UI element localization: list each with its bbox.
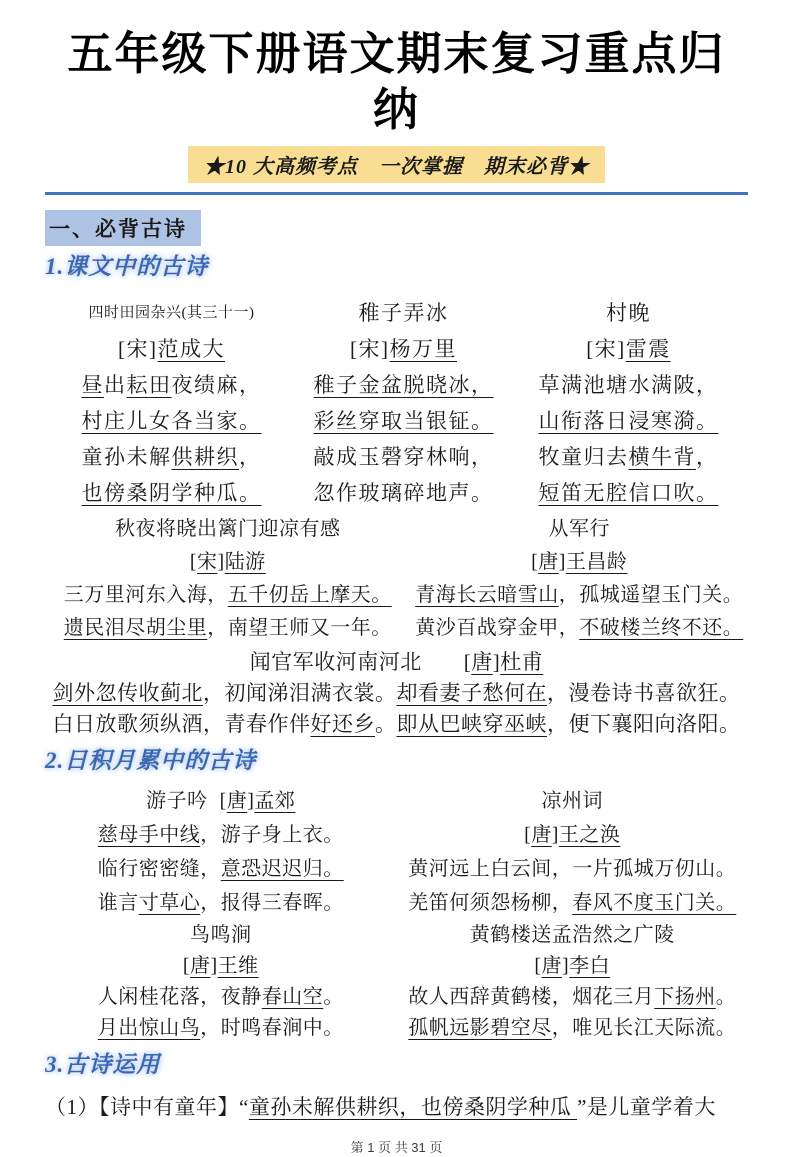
text-segment: ， xyxy=(695,445,719,469)
page-number-footer: 第 1 页 共 31 页 xyxy=(350,1140,443,1155)
underlined-text: 唐 xyxy=(190,955,211,977)
underlined-text: 横牛背 xyxy=(628,445,696,469)
text-segment: [ xyxy=(534,955,542,977)
text-segment: 白日放歌须纵酒，青春作伴 xyxy=(52,712,311,736)
text-segment: ”是儿童学着大 xyxy=(577,1095,716,1119)
text-segment: [ xyxy=(182,955,190,977)
poem-line xyxy=(45,709,748,740)
poem-author xyxy=(464,650,544,674)
poem-row-5 xyxy=(45,920,748,1044)
text-segment: 夜绩麻， xyxy=(171,373,262,397)
underlined-text: 唐 xyxy=(226,790,248,812)
poem xyxy=(45,647,748,740)
text-segment: 出 xyxy=(104,373,127,397)
underlined-text: 李白 xyxy=(569,955,611,977)
text-segment: ] xyxy=(247,790,255,812)
poem xyxy=(45,295,298,511)
underlined-text: 杨万里 xyxy=(389,337,458,361)
underlined-text: 范成大 xyxy=(157,337,226,361)
poem-row-3 xyxy=(45,647,748,740)
poem-line xyxy=(397,852,749,886)
poem-line xyxy=(45,852,397,886)
underlined-text: 意恐迟迟归。 xyxy=(220,858,344,880)
underlined-text: 春山空 xyxy=(261,986,324,1008)
poem-title xyxy=(45,295,298,331)
poem-line xyxy=(298,367,509,403)
text-segment: ，报得三春晖。 xyxy=(200,892,344,914)
poem-author xyxy=(45,546,411,579)
poem-row-4 xyxy=(45,784,748,920)
underlined-text: 王维 xyxy=(217,955,259,977)
underlined-text: 不破楼兰终不还。 xyxy=(579,617,744,639)
application-example-line xyxy=(45,1088,748,1126)
text-segment: [宋] xyxy=(118,337,158,361)
poem-line xyxy=(397,1013,749,1044)
underlined-text: 童孙未解供耕织，也傍桑阴学种瓜 xyxy=(248,1095,578,1119)
text-segment: 故人西辞黄鹤楼，烟花三月 xyxy=(408,986,655,1008)
poem-line xyxy=(509,439,748,475)
text-segment: 黄沙百战穿金甲， xyxy=(415,617,580,639)
poem-title xyxy=(397,920,749,951)
poem-author xyxy=(298,331,509,367)
underlined-text: 即从巴峡穿巫峡 xyxy=(396,712,547,736)
underlined-text: 唐 xyxy=(471,650,493,674)
poem xyxy=(509,295,748,511)
subsection-heading-poem-application: 3.古诗运用 xyxy=(45,1052,161,1077)
text-segment: ] xyxy=(558,551,566,573)
text-segment: 。 xyxy=(375,712,397,736)
poem-line xyxy=(298,475,509,511)
underlined-text: 唐 xyxy=(538,551,559,573)
poem-row-1 xyxy=(45,295,748,511)
poem xyxy=(45,920,397,1044)
underlined-text: 耘田 xyxy=(126,373,172,397)
text-segment: ，漫卷诗书喜欲狂。 xyxy=(547,681,741,705)
poem-title-text: 凉州词 xyxy=(541,790,603,812)
poem-line xyxy=(45,367,298,403)
text-segment: ，孤城遥望玉门关。 xyxy=(558,584,744,606)
underlined-text: 遗民泪尽胡尘里 xyxy=(63,617,208,639)
poem-row-2 xyxy=(45,513,748,645)
poem-author xyxy=(397,818,749,852)
underlined-text: 下扬州 xyxy=(654,986,716,1008)
underlined-text: 山衔落日浸寒漪。 xyxy=(538,409,719,433)
subtitle-row xyxy=(45,146,748,183)
text-segment: 羌笛何须怨杨柳， xyxy=(408,892,573,914)
text-segment: 童孙未解 xyxy=(81,445,172,469)
poem-line xyxy=(45,818,397,852)
underlined-text: 唐 xyxy=(541,955,562,977)
underlined-text: 稚子金盆脱晓冰， xyxy=(313,373,494,397)
text-segment: 黄河远上白云间，一片孤城万仞山。 xyxy=(408,858,737,880)
text-segment: [ xyxy=(531,551,539,573)
poem-author xyxy=(45,331,298,367)
poem-line xyxy=(45,678,748,709)
poem-line xyxy=(45,982,397,1013)
poem-author xyxy=(411,546,748,579)
underlined-text: 宋 xyxy=(197,551,218,573)
text-segment: ，时鸣春涧中。 xyxy=(200,1017,344,1039)
text-segment: 人闲桂花落，夜静 xyxy=(97,986,262,1008)
poem-title xyxy=(397,784,749,818)
text-segment: ，便下襄阳向洛阳。 xyxy=(547,712,741,736)
underlined-text: 村庄儿女各当家。 xyxy=(81,409,262,433)
text-segment: [宋] xyxy=(586,337,626,361)
poem-title-text: 秋夜将晓出篱门迎凉有感 xyxy=(115,518,341,540)
poem-line xyxy=(45,475,298,511)
poem-line xyxy=(45,886,397,920)
poem-line xyxy=(397,886,749,920)
underlined-text: 孟郊 xyxy=(254,790,296,812)
underlined-text: 供耕织 xyxy=(171,445,240,469)
poem xyxy=(45,513,411,645)
underlined-text: 杜甫 xyxy=(500,650,544,674)
poem-line xyxy=(45,579,411,612)
underlined-text: 雷震 xyxy=(625,337,671,361)
text-segment: 三万里河东入海， xyxy=(63,584,228,606)
poem-title xyxy=(298,295,509,331)
underlined-text: 也傍桑阴学种瓜。 xyxy=(81,481,262,505)
poem-line xyxy=(45,1013,397,1044)
poem-line xyxy=(509,475,748,511)
text-segment: [ xyxy=(463,650,472,674)
poem-line xyxy=(298,439,509,475)
poem-author xyxy=(45,951,397,982)
underlined-text: 短笛无腔信口吹。 xyxy=(538,481,719,505)
poem-line xyxy=(411,612,748,645)
poem-title xyxy=(411,513,748,546)
poem-title xyxy=(509,295,748,331)
text-segment: ] xyxy=(551,824,559,846)
poem-line xyxy=(45,403,298,439)
poem xyxy=(397,784,749,920)
text-segment: ，唯见长江天际流。 xyxy=(551,1017,737,1039)
underlined-text: 王昌龄 xyxy=(565,551,628,573)
poem-line xyxy=(509,367,748,403)
text-segment: 临行密密缝， xyxy=(97,858,221,880)
text-segment: [ xyxy=(524,824,532,846)
underlined-text: 春风不度玉门关。 xyxy=(572,892,737,914)
underlined-text: 青海长云暗雪山 xyxy=(415,584,559,606)
poem-title-text: 四时田园杂兴(其三十一) xyxy=(88,305,255,321)
poem-line xyxy=(45,612,411,645)
text-segment: ，南望王师又一年。 xyxy=(207,617,392,639)
poem-line xyxy=(411,579,748,612)
underlined-text: 寸草心 xyxy=(138,892,201,914)
underlined-text: 剑外忽传收蓟北 xyxy=(52,681,203,705)
poem-line xyxy=(397,982,749,1013)
underlined-text: 彩丝穿取当银钲。 xyxy=(313,409,494,433)
poem-title xyxy=(45,647,748,678)
underlined-text: 慈母手中线 xyxy=(97,824,201,846)
text-segment: 草满池塘水满陂， xyxy=(538,373,719,397)
poem-title-text: 游子吟 xyxy=(146,790,208,812)
text-segment: ， xyxy=(239,445,262,469)
poem-title-text: 村晚 xyxy=(605,301,651,325)
poem-title-text: 黄鹤楼送孟浩然之广陵 xyxy=(469,924,675,946)
poem-line xyxy=(298,403,509,439)
poem xyxy=(411,513,748,645)
subtitle-banner: ★10 大高频考点 一次掌握 期末必背★ xyxy=(188,146,605,183)
text-segment: ] xyxy=(210,955,218,977)
page-title: 五年级下册语文期末复习重点归纳 xyxy=(67,29,726,135)
text-segment: 忽作玻璃碎地声。 xyxy=(313,481,494,505)
underlined-text: 却看妻子愁何在 xyxy=(396,681,547,705)
underlined-text: 五千仞岳上摩天。 xyxy=(227,584,392,606)
underlined-text: 昼 xyxy=(81,373,105,397)
underlined-text: 王之涣 xyxy=(558,824,621,846)
poem xyxy=(397,920,749,1044)
text-segment: [ xyxy=(219,790,227,812)
poem-title-text: 稚子弄冰 xyxy=(358,301,449,325)
poem-author xyxy=(509,331,748,367)
poem-author xyxy=(220,790,296,812)
text-segment: ] xyxy=(562,955,570,977)
poem-title-text: 鸟鸣涧 xyxy=(190,924,252,946)
text-segment: 谁言 xyxy=(97,892,139,914)
text-segment: 牧童归去 xyxy=(538,445,629,469)
text-segment: 敲成玉磬穿林响， xyxy=(313,445,494,469)
text-segment: ，初闻涕泪满衣裳。 xyxy=(203,681,397,705)
section-heading-must-memorize-poems: 一、必背古诗 xyxy=(45,210,201,246)
poem xyxy=(298,295,509,511)
poem-title xyxy=(45,784,397,818)
section-1-row xyxy=(45,210,748,246)
poem-title xyxy=(45,513,411,546)
text-segment: ] xyxy=(217,551,225,573)
poem xyxy=(45,784,397,920)
subsection-heading-textbook-poems: 1.课文中的古诗 xyxy=(45,254,209,279)
poem-line xyxy=(45,439,298,475)
text-segment: ，游子身上衣。 xyxy=(200,824,344,846)
underlined-text: 孤帆远影碧空尽 xyxy=(408,1017,552,1039)
poem-title xyxy=(45,920,397,951)
underlined-text: 唐 xyxy=(531,824,552,846)
text-segment: （1）【诗中有童年】“ xyxy=(45,1095,249,1119)
poem-author xyxy=(397,951,749,982)
underlined-text: 月出惊山鸟 xyxy=(97,1017,201,1039)
text-segment: ] xyxy=(492,650,501,674)
text-segment: 。 xyxy=(715,986,737,1008)
underlined-text: 陆游 xyxy=(224,551,266,573)
text-segment: 。 xyxy=(323,986,344,1008)
subsection-heading-accumulated-poems: 2.日积月累中的古诗 xyxy=(45,748,257,773)
poem-title-text: 闻官军收河南河北 xyxy=(249,650,422,674)
text-segment: [ xyxy=(189,551,198,573)
poem-line xyxy=(509,403,748,439)
underlined-text: 好还乡 xyxy=(310,712,375,736)
text-segment: [宋] xyxy=(350,337,390,361)
title-divider-line xyxy=(45,192,748,195)
poem-title-text: 从军行 xyxy=(548,518,611,540)
